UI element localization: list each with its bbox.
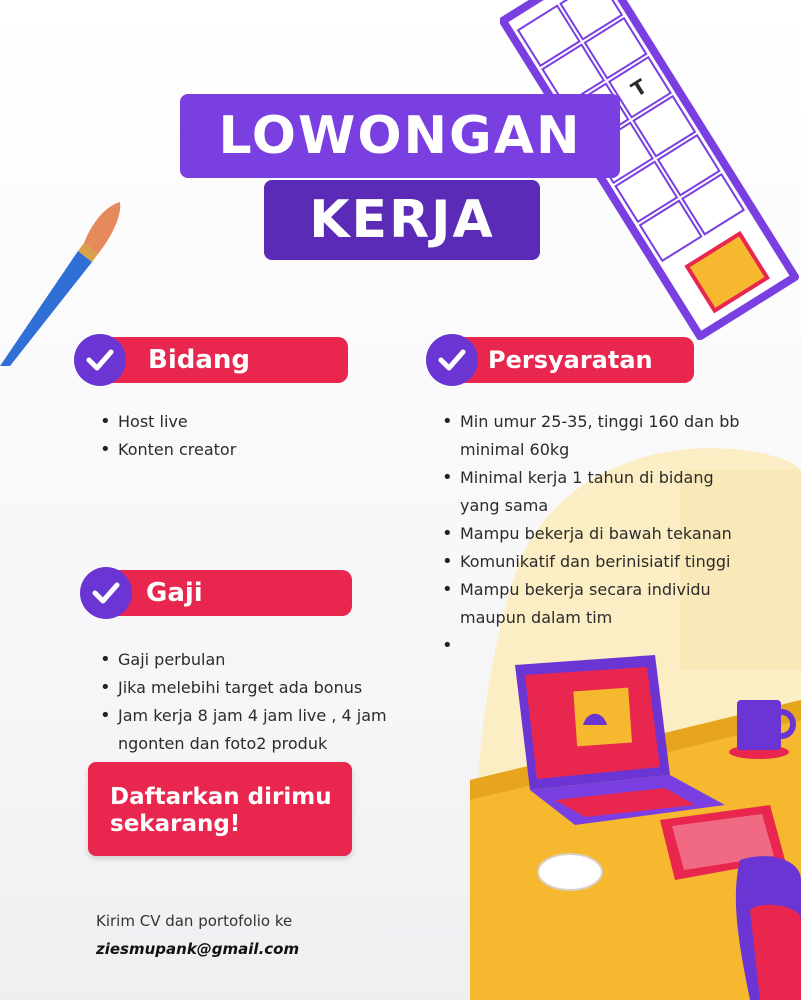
- bidang-label: Bidang: [148, 345, 251, 375]
- bidang-list: [98, 408, 378, 464]
- mug-icon: [725, 690, 801, 760]
- list-item: • Mampu bekerja di bawah tekanan: [440, 520, 750, 548]
- register-button-label: Daftarkan dirimu sekarang!: [110, 784, 332, 837]
- page-title-line1: LOWONGAN: [218, 106, 582, 166]
- gaji-header: [98, 570, 352, 616]
- register-button[interactable]: [88, 762, 352, 856]
- list-item: • Konten creator: [98, 436, 378, 464]
- hand-decor: [720, 840, 801, 1000]
- persyaratan-label: Persyaratan: [488, 346, 653, 374]
- check-icon: [80, 567, 132, 619]
- page-title-line2: KERJA: [309, 190, 495, 250]
- title-box-2: [264, 180, 540, 260]
- check-icon: [74, 334, 126, 386]
- list-item: • Host live: [98, 408, 378, 436]
- persyaratan-header: [444, 337, 694, 383]
- title-box-1: [180, 94, 620, 178]
- list-item: • Jika melebihi target ada bonus: [98, 674, 418, 702]
- footer-email[interactable]: ziesmupank@gmail.com: [96, 940, 300, 958]
- list-item: • Minimal kerja 1 tahun di bidang yang sama: [440, 464, 750, 520]
- persyaratan-list: [440, 408, 750, 632]
- svg-text:T: T: [626, 74, 652, 102]
- check-icon: [426, 334, 478, 386]
- list-item: • Jam kerja 8 jam 4 jam live , 4 jam ngonten dan foto2 produk: [98, 702, 418, 758]
- list-item: • Mampu bekerja secara individu maupun dalam tim: [440, 576, 750, 632]
- list-item: • Min umur 25-35, tinggi 160 dan bb minimal 60kg: [440, 408, 750, 464]
- gaji-label: Gaji: [146, 578, 203, 608]
- mouse-icon: [535, 850, 605, 895]
- list-item: • Komunikatif dan berinisiatif tinggi: [440, 548, 750, 576]
- bidang-header: [90, 337, 348, 383]
- footer-text: Kirim CV dan portofolio ke: [96, 912, 293, 930]
- list-item: • Gaji perbulan: [98, 646, 418, 674]
- gaji-list: [98, 646, 418, 758]
